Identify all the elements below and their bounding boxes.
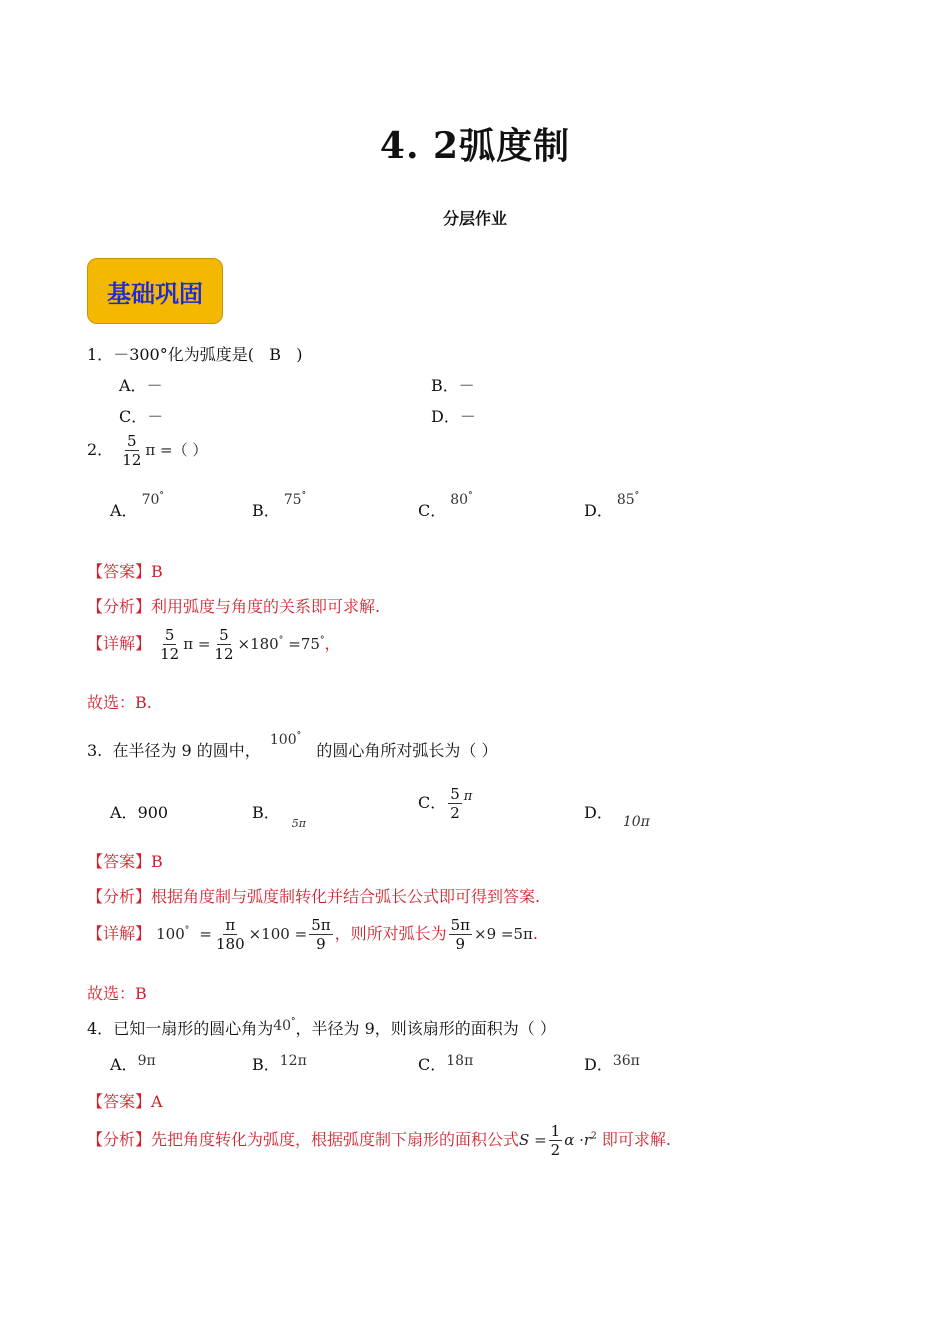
fraction xyxy=(448,785,462,822)
option-text: － xyxy=(459,407,476,426)
analysis-text: 先把角度转化为弧度，根据弧度制下扇形的面积公式 xyxy=(151,1130,520,1149)
option-label: A． xyxy=(119,376,147,395)
answer-value: B xyxy=(151,562,163,581)
fraction xyxy=(120,432,143,469)
denominator: 2 xyxy=(550,1141,561,1159)
option-label: D． xyxy=(584,803,613,822)
numerator: 5π xyxy=(311,916,331,934)
option-label: B． xyxy=(431,376,459,395)
option-label: C． xyxy=(418,501,447,520)
question-number: 2． xyxy=(87,440,114,459)
option-d xyxy=(584,490,640,521)
option-text: － xyxy=(458,376,475,395)
math-text: 100 xyxy=(156,925,185,943)
option-label: B． xyxy=(252,501,280,520)
option-text: 10π xyxy=(622,814,650,830)
question-1 xyxy=(87,342,303,365)
question-text: 的圆心角所对弧长为（ ） xyxy=(316,741,498,760)
detail-text: ，则所对弧长为 xyxy=(334,924,447,943)
analysis-text: 根据角度制与弧度制转化并结合弧长公式即可得到答案. xyxy=(151,887,541,906)
option-c xyxy=(418,490,473,521)
denominator: 12 xyxy=(122,451,142,469)
degree-sign: ° xyxy=(291,1016,296,1027)
question-2 xyxy=(87,432,207,469)
option-text: － xyxy=(147,407,164,426)
answer-label: 【答案】 xyxy=(87,562,152,581)
answer-label: 【答案】 xyxy=(87,852,152,871)
choice-line: 故选：B xyxy=(87,984,147,1003)
option-d xyxy=(584,1052,640,1075)
detail-line xyxy=(87,626,340,663)
math-text: π = xyxy=(183,635,211,653)
numerator: 5 xyxy=(127,432,137,450)
option-label: A． xyxy=(110,803,138,822)
option-text: 900 xyxy=(137,803,169,822)
question-answer: B xyxy=(269,345,282,364)
answer-value: A xyxy=(151,1092,163,1111)
analysis-text: 即可求解. xyxy=(601,1130,671,1149)
degree-sign: ° xyxy=(296,730,302,741)
numerator: 5 xyxy=(219,626,229,644)
option-text: 75 xyxy=(283,492,302,508)
page-subtitle: 分层作业 xyxy=(442,209,507,228)
numerator: 5π xyxy=(450,916,471,934)
option-label: B． xyxy=(252,803,280,822)
question-text: －300°化为弧度是( xyxy=(113,345,254,364)
option-text: 18π xyxy=(446,1053,474,1069)
answer-label: 【答案】 xyxy=(87,1092,152,1111)
option-b xyxy=(252,490,307,521)
option-b xyxy=(431,373,475,396)
degree-sign: ° xyxy=(634,490,640,501)
question-text: 已知一扇形的圆心角为 xyxy=(113,1019,274,1038)
question-close: ) xyxy=(296,345,303,364)
fraction xyxy=(549,1122,563,1159)
fraction xyxy=(309,916,332,953)
option-label: D． xyxy=(431,407,460,426)
option-text: 12π xyxy=(279,1053,307,1069)
question-text: ，半径为 9，则该扇形的面积为（ ） xyxy=(295,1019,556,1038)
numerator: π xyxy=(225,916,236,934)
denominator: 9 xyxy=(316,935,326,953)
option-a xyxy=(110,1052,156,1075)
option-text: － xyxy=(146,376,163,395)
analysis-label: 【分析】 xyxy=(87,597,152,616)
option-a xyxy=(119,373,163,396)
analysis-line xyxy=(87,884,540,907)
question-number: 1． xyxy=(87,345,114,364)
math-text: = xyxy=(199,925,212,943)
degree-sign: ° xyxy=(184,925,190,936)
question-text: π =（ ） xyxy=(145,441,208,459)
option-c xyxy=(418,1052,473,1075)
numerator: 5 xyxy=(164,626,175,644)
degree-sign: ° xyxy=(319,635,325,646)
option-c xyxy=(418,785,472,822)
question-number: 4． xyxy=(87,1019,114,1038)
answer-line xyxy=(87,849,163,872)
option-text: π xyxy=(463,789,473,804)
option-label: B． xyxy=(252,1055,280,1074)
denominator: 9 xyxy=(455,935,466,953)
punctuation: ， xyxy=(324,634,341,653)
answer-line xyxy=(87,1089,163,1112)
option-label: D． xyxy=(584,501,613,520)
angle-value: 40 xyxy=(273,1018,292,1034)
angle-value: 100 xyxy=(269,732,297,748)
detail-label: 【详解】 xyxy=(87,634,152,653)
numerator: 5 xyxy=(450,785,460,803)
answer-value: B xyxy=(151,852,163,871)
punctuation: . xyxy=(532,924,538,943)
math-text: =75 xyxy=(288,635,320,653)
math-text: ×100 = xyxy=(248,925,308,943)
exponent: 2 xyxy=(591,1131,597,1142)
math-text: ×180 xyxy=(237,635,279,653)
detail-line xyxy=(87,916,538,953)
option-a xyxy=(110,490,164,521)
fraction xyxy=(212,626,235,663)
question-4 xyxy=(87,1016,556,1039)
analysis-label: 【分析】 xyxy=(87,887,152,906)
numerator: 1 xyxy=(550,1122,561,1140)
choice-line: 故选：B. xyxy=(87,693,152,712)
formula-rhs: α ·r xyxy=(564,1131,592,1149)
degree-sign: ° xyxy=(278,635,284,646)
analysis-text: 利用弧度与角度的关系即可求解. xyxy=(151,597,381,616)
option-text: 85 xyxy=(616,492,635,508)
fraction xyxy=(449,916,472,953)
formula-lhs: S = xyxy=(519,1131,547,1149)
fraction xyxy=(214,916,247,953)
detail-label: 【详解】 xyxy=(87,924,152,943)
question-3 xyxy=(87,730,498,761)
option-b xyxy=(252,1052,307,1075)
math-text: ×9 =5π xyxy=(474,925,533,943)
option-label: C． xyxy=(418,793,447,812)
option-d xyxy=(584,800,650,830)
answer-line xyxy=(87,559,163,582)
option-label: D． xyxy=(584,1055,613,1074)
option-a xyxy=(110,800,168,823)
denominator: 2 xyxy=(450,804,460,822)
analysis-line xyxy=(87,1122,671,1159)
option-label: A． xyxy=(110,1055,138,1074)
denominator: 12 xyxy=(214,645,234,663)
degree-sign: ° xyxy=(159,490,164,501)
degree-sign: ° xyxy=(301,490,307,501)
option-c xyxy=(119,404,163,427)
option-label: A． xyxy=(110,501,138,520)
analysis-line xyxy=(87,594,380,617)
analysis-label: 【分析】 xyxy=(87,1130,152,1149)
denominator: 12 xyxy=(160,645,180,663)
question-number: 3. xyxy=(87,741,103,760)
option-d xyxy=(431,404,476,427)
option-text: 9π xyxy=(137,1053,156,1069)
option-label: C． xyxy=(119,407,148,426)
page-title: 4. 2弧度制 xyxy=(379,125,571,167)
option-text: 80 xyxy=(450,492,469,508)
question-text: 在半径为 9 的圆中， xyxy=(112,741,261,760)
option-label: C． xyxy=(418,1055,447,1074)
option-text: 5π xyxy=(291,817,306,830)
denominator: 180 xyxy=(216,935,245,953)
section-badge: 基础巩固 xyxy=(87,258,223,324)
option-text: 36π xyxy=(612,1053,640,1069)
fraction xyxy=(158,626,181,663)
degree-sign: ° xyxy=(468,490,473,501)
option-text: 70 xyxy=(141,492,160,508)
